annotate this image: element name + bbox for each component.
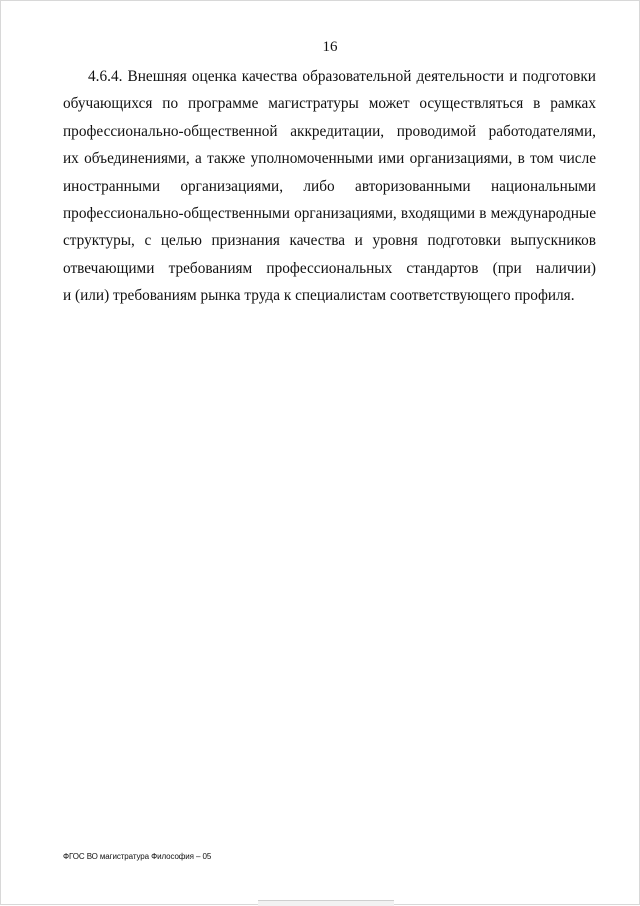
paragraph-line: 4.6.4. Внешняя оценка качества образовательной деятельности и подготовки	[88, 68, 596, 85]
paragraph-line: структуры, с целью признания качества и уровня подготовки выпускников	[63, 232, 596, 250]
document-footer: ФГОС ВО магистратура Философия – 05	[63, 852, 212, 861]
page-number: 16	[322, 39, 338, 55]
paragraph-line: профессионально-общественной аккредитации, проводимой работодателями,	[63, 122, 596, 140]
paragraph-line: и (или) требованиям рынка труда к специалистам соответствующего профиля.	[63, 287, 575, 305]
paragraph-line: иностранными организациями, либо авторизованными национальными	[63, 177, 596, 195]
paragraph-line: профессионально-общественными организациями, входящими в международные	[63, 204, 596, 222]
paragraph-line: обучающихся по программе магистратуры может осуществляться в рамках	[63, 95, 596, 113]
paragraph-line: отвечающими требованиям профессиональных стандартов (при наличии)	[63, 259, 596, 277]
paragraph-4-6-4	[63, 63, 596, 310]
scan-edge-mark	[258, 900, 394, 906]
paragraph-line: их объединениями, а также уполномоченными ими организациями, в том числе	[63, 150, 596, 168]
